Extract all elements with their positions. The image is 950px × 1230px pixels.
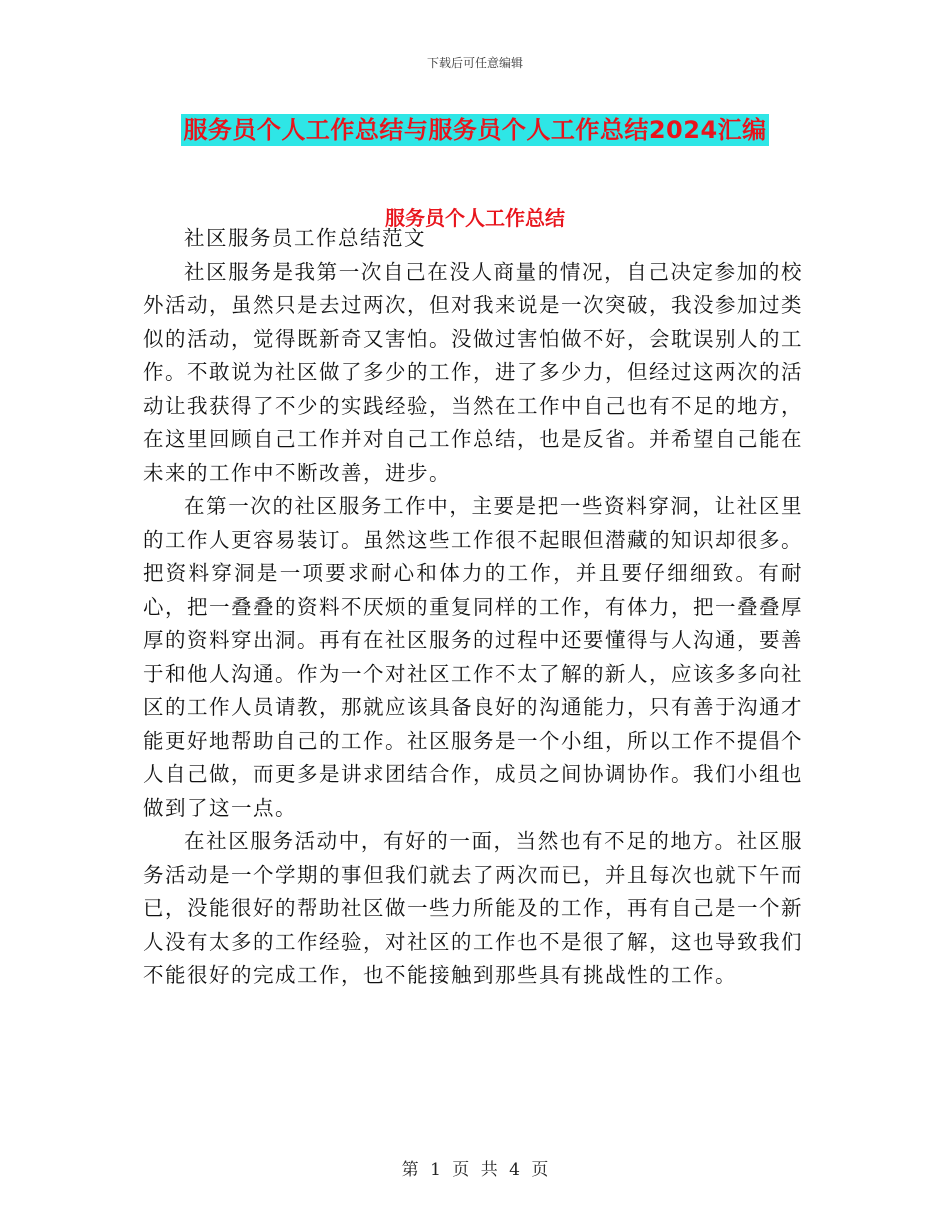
paragraph-3: 在社区服务活动中，有好的一面，当然也有不足的地方。社区服务活动是一个学期的事但我们就去了两次而已，并且每次也就下午而已，没能很好的帮助社区做一些力所能及的工作，再有自己是一个新人没有太多的工作经验，对社区的工作也不是很了解，这也导致我们不能很好的完成工作，也不能接触到那些具有挑战性的工作。 — [143, 829, 803, 987]
section-title: 服务员个人工作总结 — [385, 206, 565, 230]
page-header-note: 下载后可任意编辑 — [426, 56, 523, 70]
paragraph-1: 社区服务是我第一次自己在没人商量的情况，自己决定参加的校外活动，虽然只是去过两次，但对我来说是一次突破，我没参加过类似的活动，觉得既新奇又害怕。没做过害怕做不好，会耽误别人的工作。不敢说为社区做了多少的工作，进了多少力，但经过这两次的活动让我获得了不少的实践经验，当然在工作中自己也有不足的地方，在这里回顾自己工作并对自己工作总结，也是反省。并希望自己能在未来的工作中不断改善，进步。 — [143, 259, 803, 485]
subheading: 社区服务员工作总结范文 — [184, 226, 426, 250]
document-title — [0, 114, 950, 146]
paragraph-2: 在第一次的社区服务工作中，主要是把一些资料穿洞，让社区里的工作人更容易装订。虽然这些工作很不起眼但潜藏的知识却很多。把资料穿洞是一项要求耐心和体力的工作，并且要仔细细致。有耐心，把一叠叠的资料不厌烦的重复同样的工作，有体力，把一叠叠厚厚的资料穿出洞。再有在社区服务的过程中还要懂得与人沟通，要善于和他人沟通。作为一个对社区工作不太了解的新人，应该多多向社区的工作人员请教，那就应该具备良好的沟通能力，只有善于沟通才能更好地帮助自己的工作。社区服务是一个小组，所以工作不提倡个人自己做，而更多是讲求团结合作，成员之间协调协作。我们小组也做到了这一点。 — [143, 494, 803, 820]
document-title-text: 服务员个人工作总结与服务员个人工作总结2024汇编 — [183, 116, 767, 144]
page-footer: 第 1 页 共 4 页 — [401, 1160, 549, 1180]
body-text — [143, 222, 803, 993]
